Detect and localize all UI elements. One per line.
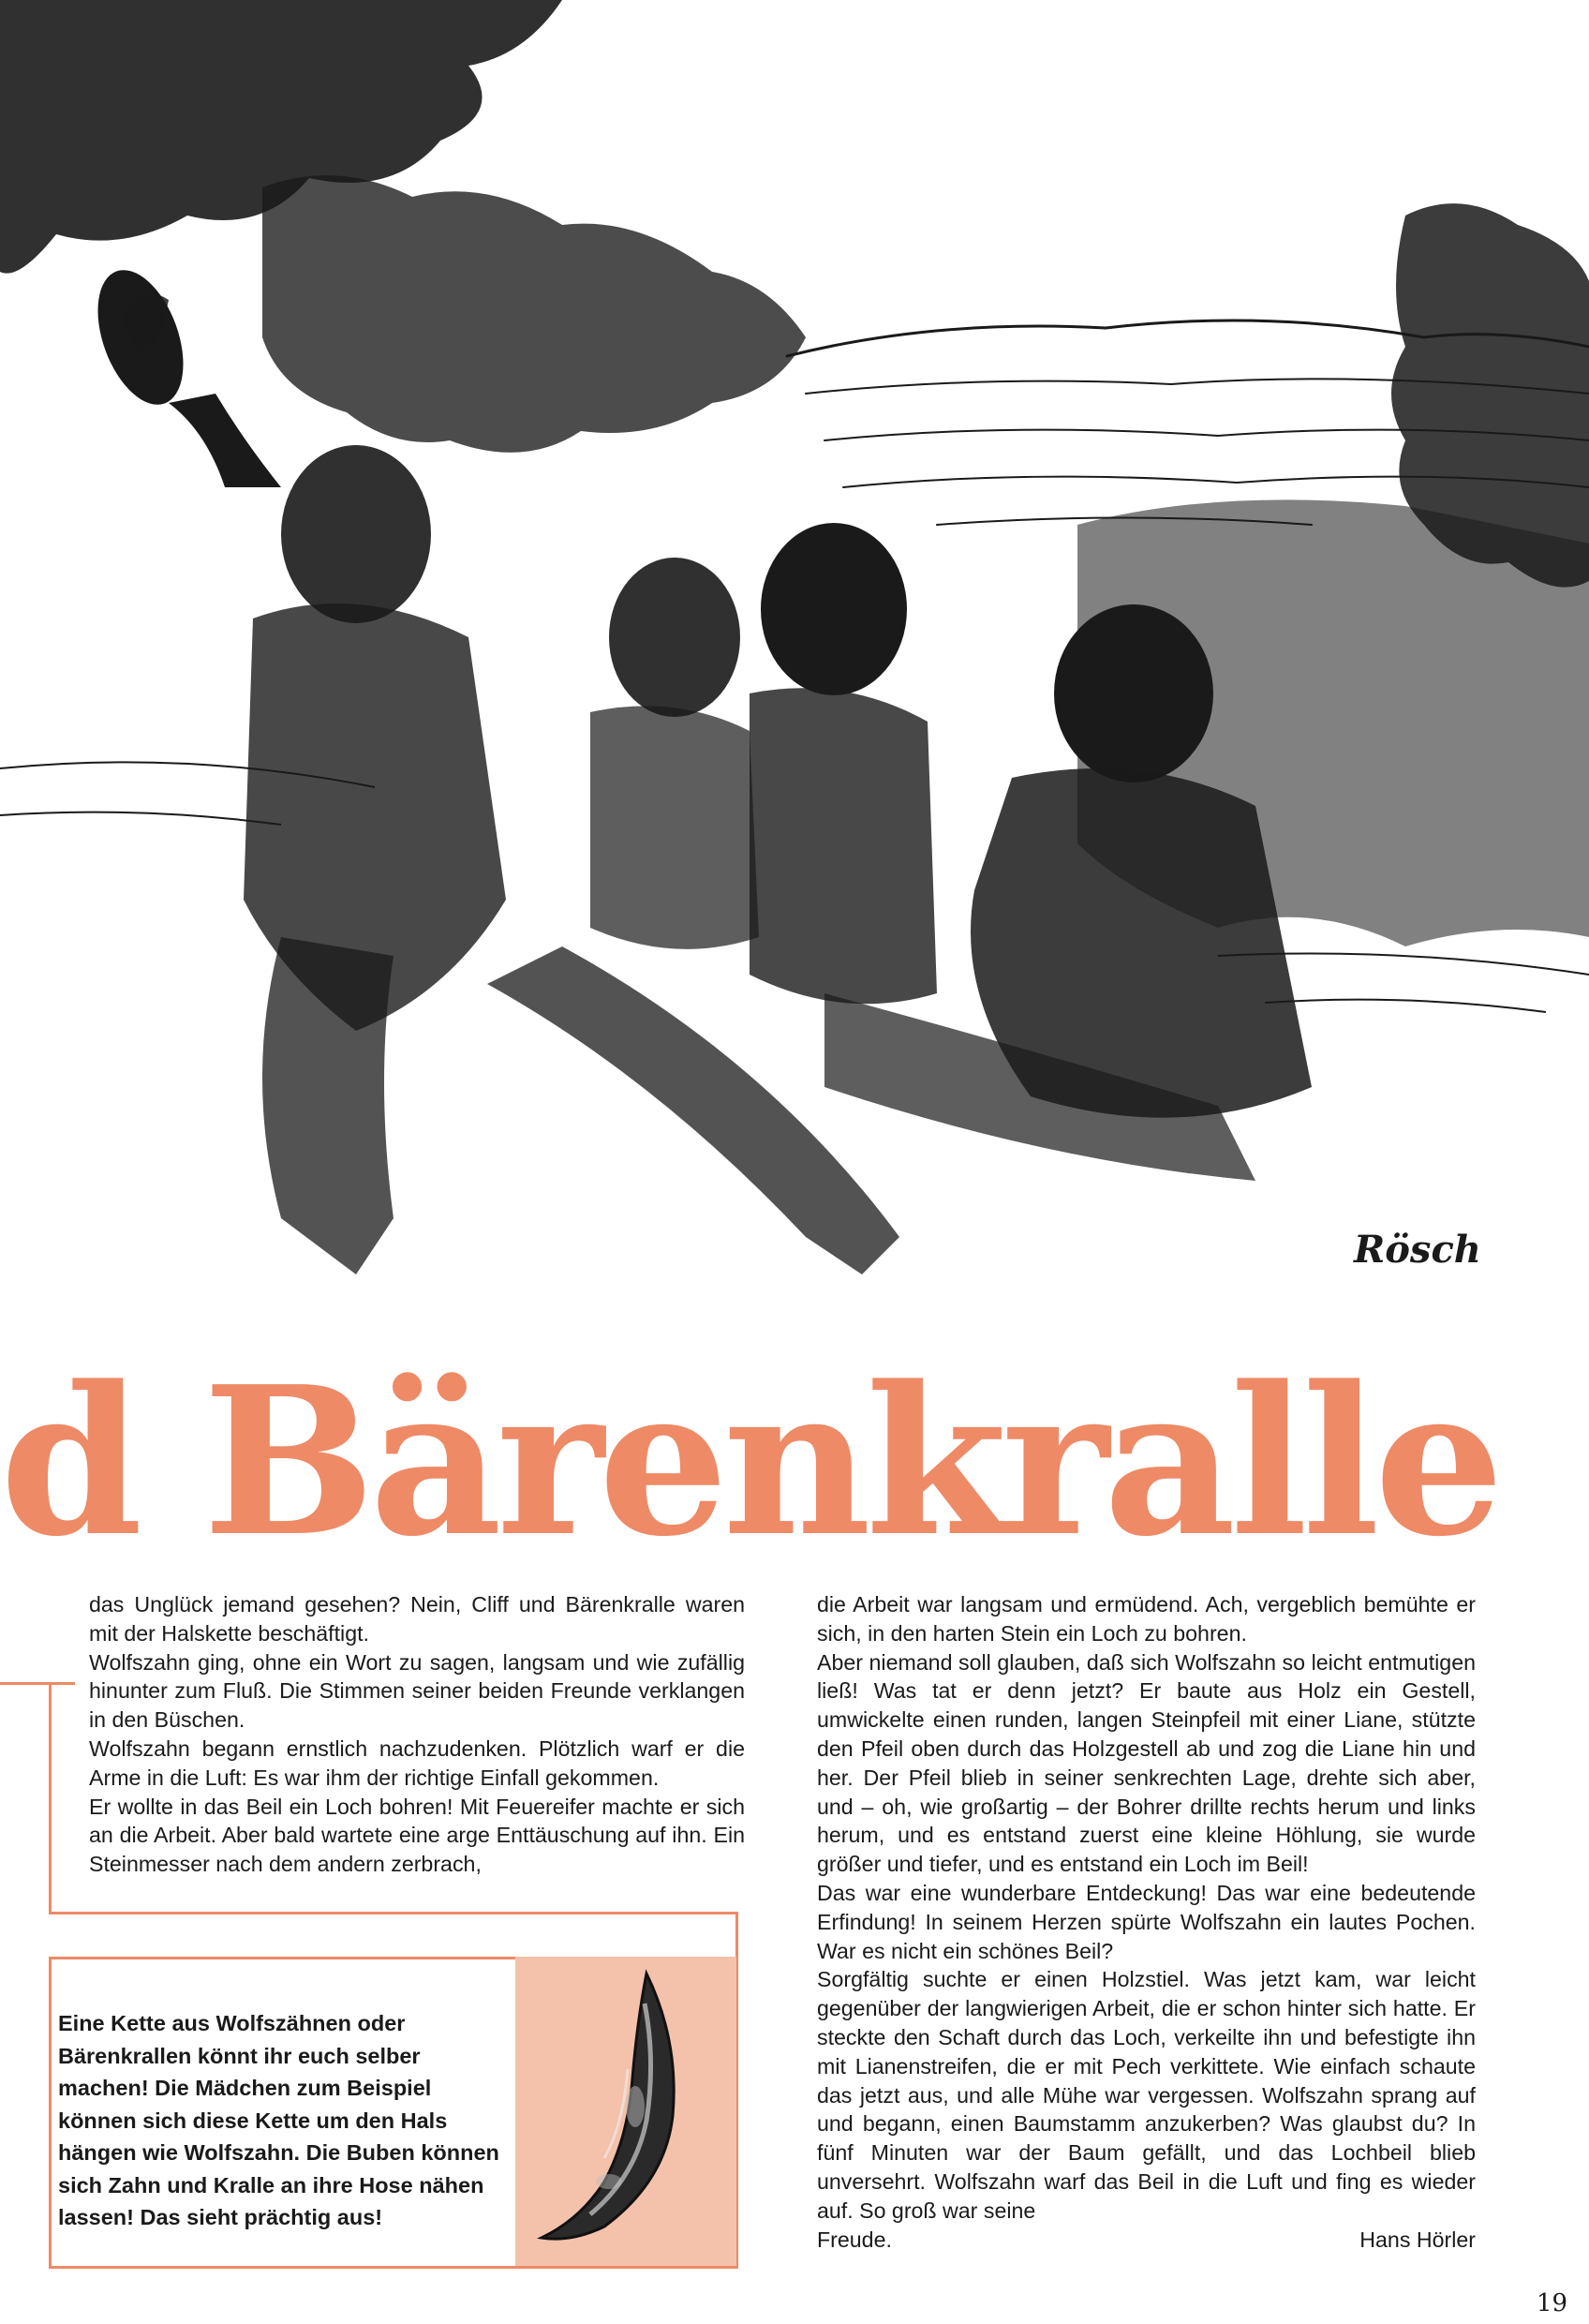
paragraph: die Arbeit war langsam und ermüdend. Ach, vergeblich bemühte er sich, in den harten Stein ein Loch zu bohren. [817, 1592, 1476, 1646]
paragraph: Aber niemand soll glauben, daß sich Wolfszahn so leicht entmutigen ließ! Was tat er denn jetzt? Er baute aus Holz ein Gestell, umwickelte einen runden, langen Steinpfeil mit einer Liane, stützte den Pfeil oben durch das Holzgestell ab und zog die Liane hin und her. Der Pfeil blieb in seiner senkrechten Lage, drehte sich aber, und – oh, wie großartig – der Bohrer drillte rechts herum und links herum, und es entstand zuerst eine kleine Höhlung, sie wurde größer und tiefer, und es entstand ein Loch im Beil! [817, 1649, 1476, 1877]
claw-image-panel [515, 1957, 736, 2266]
article-right-column [817, 1590, 1476, 2254]
author-name: Hans Hörler [1359, 2227, 1476, 2252]
craft-tip-text: Eine Kette aus Wolfszähnen oder Bärenkrallen könnt ihr euch selber machen! Die Mädchen zum Beispiel können sich diese Kette um den Hals hängen wie Wolfszahn. Die Buben können sich Zahn und Kralle an ihre Hose nähen lassen! Das sieht prächtig aus! [58, 2011, 499, 2229]
frame-line-box-bottom [49, 2266, 738, 2269]
paragraph: Das war eine wunderbare Entdeckung! Das war eine bedeutende Erfindung! In seinem Herzen spürte Wolfszahn ein lautes Pochen. War es nicht ein schönes Beil? [817, 1880, 1476, 1963]
paragraph: Wolfszahn ging, ohne ein Wort zu sagen, langsam und wie zufällig hinunter zum Fluß. Die Stimmen seiner beiden Freunde verklangen in den Büschen. [89, 1649, 745, 1733]
headline-text: d Bärenkralle [0, 1342, 1499, 1582]
frame-line-left [49, 1682, 52, 1914]
paragraph: Sorgfältig suchte er einen Holzstiel. Was jetzt kam, war leicht gegenüber der langwierigen Arbeit, die er schon hinter sich hatte. Er steckte den Schaft durch das Loch, verkeilte ihn und befestigte ihn mit Lianenstreifen, die er mit Pech verkittete. Wie einfach schaute das jetzt aus, und alle Mühe war vergessen. Wolfszahn sprang auf und begann, einen Baumstamm anzukerben? Was glaubst du? In fünf Minuten war der Baum gefällt, und das Lochbeil blieb unversehrt. Wolfszahn warf das Beil in die Luft und fing es wieder auf. So groß war seine [817, 1967, 1476, 2223]
bear-claw-icon [515, 1957, 736, 2266]
frame-line-top [0, 1682, 75, 1685]
closing-word: Freude. [817, 2227, 892, 2252]
article-left-column [89, 1590, 745, 1879]
frame-line-bottom [49, 1912, 737, 1914]
closing-line [817, 2226, 1476, 2255]
paragraph: das Unglück jemand gesehen? Nein, Cliff und Bärenkralle waren mit der Halskette beschäftigt. [89, 1592, 745, 1646]
paragraph: Wolfszahn begann ernstlich nachzudenken. Plötzlich warf er die Arme in die Luft: Es war ihm der richtige Einfall gekommen. [89, 1736, 745, 1790]
article-headline [0, 1342, 1589, 1582]
paragraph: Er wollte in das Beil ein Loch bohren! Mit Feuereifer machte er sich an die Arbeit. Aber bald wartete eine arge Enttäuschung auf ihn. Ein Steinmesser nach dem andern zerbrach, [89, 1794, 745, 1877]
artist-signature: Rösch [1354, 1228, 1481, 1272]
page-number: 19 [1537, 2289, 1568, 2317]
